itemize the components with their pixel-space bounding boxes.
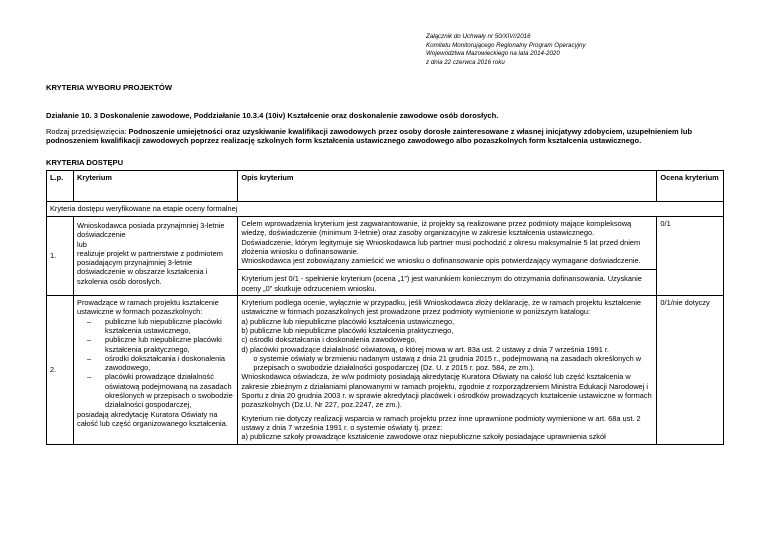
section-title: KRYTERIA DOSTĘPU (46, 158, 124, 167)
criterion-score: 0/1 (657, 217, 724, 296)
criterion-intro: Prowadzące w ramach projektu kształcenie ustawiczne w formach pozaszkolnych: (77, 298, 219, 317)
attachment-note-line: Załącznik do Uchwały nr 50/XIV//2016 (426, 33, 531, 40)
description-line: Kryterium podlega ocenie, wyłącznie w przypadku, jeśli Wnioskodawca złoży deklarację, że w ramach projektu kształcenie ustawiczne w formach pozaszkolnych jest prowadzone przez podmioty wymienione w poniższym katalogu: (241, 298, 642, 317)
description-line: Wnioskodawca oświadcza, że w/w podmioty posiadają akredytację Kuratora Oświaty na całość lub część kształcenia w zakresie zbieżnym z działaniami planowanymi w ramach projektu, zgodnie z rozporządzeniem Ministra Edukacji Narodowej i Sportu z dnia 20 grudnia 2003 r. w sprawie akredytacji placówek i ośrodków prowadzących kształcenie ustawiczne w formach pozaszkolnych (Dz.U. Nr 227, poz.2247, ze zm.). (241, 372, 652, 410)
header-kryterium: Kryterium (74, 171, 238, 202)
header-lp: L.p. (47, 171, 74, 202)
criterion-description (238, 296, 657, 444)
attachment-note-line: Komitetu Monitorującego Regionalny Program Operacyjny (426, 41, 586, 49)
criterion-name (74, 296, 238, 444)
project-type (46, 127, 718, 146)
project-type-value: Podnoszenie umiejętności oraz uzyskiwanie kwalifikacji zawodowych przez osoby dorosłe zainteresowane z własnej inicjatywy zdobyciem, uzupełnieniem lub podnoszeniem kwalifikacji zawodowych poprzez realizację szkolnych form kształcenia ustawicznego zawodowego albo pozaszkolnych form kształcenia ustawicznego. (46, 127, 693, 146)
description-line: o systemie oświaty w brzmieniu nadanym ustawą z dnia 21 grudnia 2015 r., podejmowaną na zasadach określonych w przepisach o swobodzie działalności gospodarczej (Dz. U. z 2015 r. poz. 584, ze zm.). (253, 353, 642, 373)
description-line: a) publiczne lub niepubliczne placówki kształcenia ustawicznego, (241, 316, 455, 326)
criterion-description (238, 217, 657, 296)
project-type-label: Rodzaj przedsięwzięcia: (46, 127, 129, 136)
description-line: d) placówki prowadzące działalność oświatową, o której mowa w art. 83a ust. 2 ustawy z dnia 7 września 1991 r. (241, 344, 609, 354)
description-paragraph: Celem wprowadzenia kryterium jest zagwarantowanie, iż projekty są realizowane przez podmioty mające kompleksową wiedzę, doświadczenie (minimum 3-letnie) oraz zasoby organizacyjne w zakresie kształcenia ustawicznego. (241, 219, 632, 238)
document-title: KRYTERIA WYBORU PROJEKTÓW (46, 83, 173, 92)
criterion-score: 0/1/nie dotyczy (657, 296, 724, 444)
attachment-note-line: z dnia 22 czerwca 2016 roku (426, 58, 505, 66)
description-line: b) publiczne lub niepubliczne placówki kształcenia praktycznego, (241, 325, 454, 335)
list-item: – publiczne lub niepubliczne placówki kształcenia praktycznego, (77, 335, 234, 354)
table-row (47, 296, 724, 444)
attachment-note-line: Województwa Mazowieckiego na lata 2014-2020 (426, 50, 560, 58)
list-item: – placówki prowadzące działalność oświatową podejmowaną na zasadach określonych w przepisach o swobodzie działalności gospodarczej, (77, 372, 234, 409)
criteria-table (46, 170, 724, 445)
action-heading: Działanie 10. 3 Doskonalenie zawodowe, Poddziałanie 10.3.4 (10iv) Kształcenie oraz doskonalenie zawodowe osób dorosłych. (46, 111, 499, 120)
list-item: – ośrodki dokształcania i doskonalenia zawodowego, (77, 354, 234, 373)
table-row (47, 217, 724, 296)
row-number: 1. (47, 217, 74, 296)
criterion-name: Wnioskodawca posiada przynajmniej 3-letnie doświadczenie lub realizuje projekt w partnerstwie z podmiotem posiadającym przynajmniej 3-letnie doświadczenie w obszarze kształcenia i szkolenia osób dorosłych. (74, 217, 238, 296)
description-line: c) ośrodki dokształcania i doskonalenia zawodowego, (241, 335, 417, 345)
header-opis: Opis kryterium (238, 171, 657, 202)
description-paragraph: Doświadczenie, którym legitymuje się Wnioskodawca lub partner musi pochodzić z okresu maksymalnie 5 lat przed dniem złożenia wniosku o dofinansowanie. (241, 237, 641, 256)
criterion-outro: posiadają akredytację Kuratora Oświaty na całość lub część organizowanego kształcenia. (77, 409, 228, 428)
section-row-label: Kryteria dostępu weryfikowane na etapie oceny formalnej (47, 202, 724, 217)
description-paragraph: Kryterium jest 0/1 - spełnienie kryterium (ocena „1”) jest warunkiem koniecznym do otrzymania dofinansowania. Uzyskanie oceny „0” skutkuje odrzuceniem wniosku. (241, 274, 642, 293)
table-header-row (47, 171, 724, 202)
section-row (47, 202, 724, 217)
header-ocena: Ocena kryterium (657, 171, 724, 202)
row-number: 2. (47, 296, 74, 444)
description-paragraph: Wnioskodawca jest zobowiązany zamieścić we wniosku o dofinansowanie opis potwierdzający wymagane doświadczenie. (241, 256, 641, 266)
attachment-note (426, 33, 586, 67)
list-item: – publiczne lub niepubliczne placówki kształcenia ustawicznego, (77, 317, 234, 336)
description-line: Kryterium nie dotyczy realizacji wsparcia w ramach projektu przez inne uprawnione podmioty wymienione w art. 68a ust. 2 ustawy z dnia 7 września 1991 r. o systemie oświaty tj. przez: (241, 413, 641, 432)
description-line: a) publiczne szkoły prowadzące kształcenie zawodowe oraz niepubliczne szkoły posiadające uprawnienia szkół (241, 432, 606, 442)
criterion-list (77, 317, 234, 410)
